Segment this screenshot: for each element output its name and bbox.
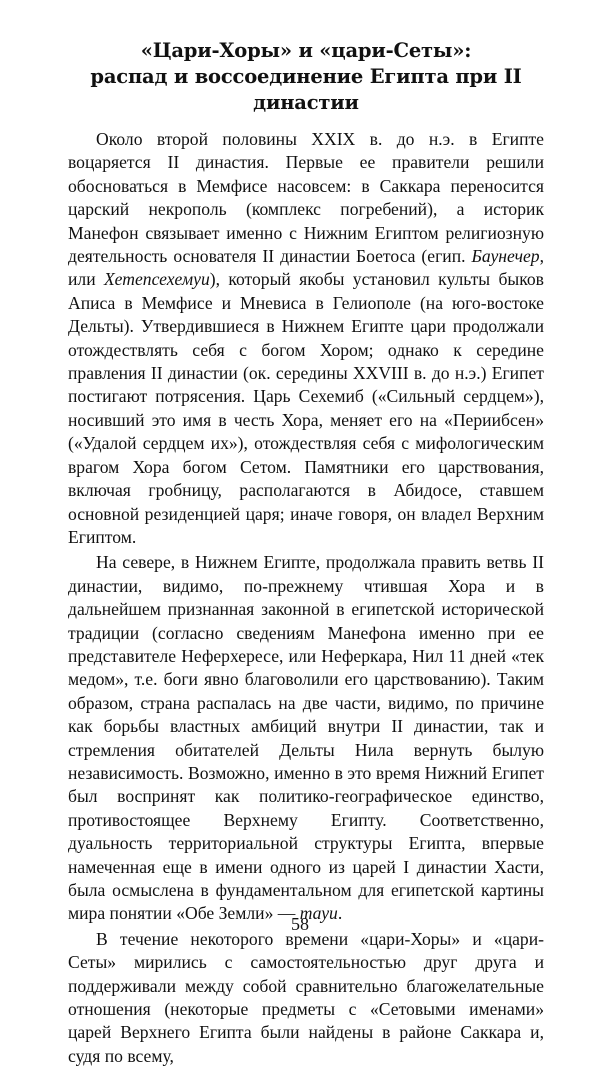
paragraph-1-text-a: Около второй половины XXIX в. до н.э. в Египте воцаряется II династия. Первые ее правители решили обосноваться в Мемфисе насовсем: в Саккара переносится царский некрополь (комплекс погребений), а историк Манефон связывает именно с Нижним Египтом религиозную деятельность основателя II династии Боетоса (егип.: [68, 129, 544, 267]
chapter-title-line-2: распад и воссоединение Египта при II династии: [90, 65, 522, 114]
paragraph-2: [68, 551, 544, 926]
paragraph-2-text-a: На севере, в Нижнем Египте, продолжала править ветвь II династии, видимо, по-прежнему чтившая Хора и в дальнейшем признанная законной в египетской исторической традиции (согласно сведениям Манефона именно при ее представителе Неферхересе, или Неферкара, Нил 11 дней «тек медом», т.е. боги явно благоволили его царствованию). Таким образом, страна распалась на две части, видимо, по причине как борьбы властных амбиций внутри II династии, так и стремления обитателей Дельты Нила вернуть былую независимость. Возможно, именно в это время Нижний Египет был воспринят как политико-географическое единство, противостоящее Верхнему Египту. Соответственно, дуальность территориальной структуры Египта, впервые намеченная еще в имени одного из царей I династии Хасти, была осмыслена в фундаментальном для египетской картины мира понятии «Обе Земли» —: [68, 552, 544, 924]
chapter-title-line-1: «Цари-Хоры» и «цари-Сеты»:: [140, 39, 472, 62]
paragraph-3: [68, 928, 544, 1068]
chapter-title: [68, 38, 544, 116]
paragraph-2-text-b: .: [337, 903, 343, 924]
paragraph-2-italic-term: тауи: [299, 903, 338, 924]
paragraph-1-text-b: , или: [68, 246, 544, 290]
paragraph-1-text-c: ), который якобы установил культы быков Аписа в Мемфисе и Мневиса в Гелиополе (на юго-востоке Дельты). Утвердившиеся в Нижнем Египте цари продолжали отождествлять себя с богом Хором; однако к середине правления II династии (ок. середины XXVIII в. до н.э.) Египет постигают потрясения. Царь Сехемиб («Сильный сердцем»), носивший это имя в честь Хора, меняет его на «Периибсен» («Удалой сердцем их»), отождествляя себя с мифологическим врагом Хора богом Сетом. Памятники его царствования, включая гробницу, располагаются в Абидосе, ставшем основной резиденцией царя; иначе говоря, он владел Верхним Египтом.: [68, 269, 544, 547]
paragraph-1: [68, 128, 544, 549]
paragraph-1-italic-name-a: Баунечер: [471, 246, 540, 267]
page-number: 58: [291, 914, 309, 934]
paragraph-1-italic-name-b: Хетепсехемуи: [103, 269, 210, 290]
paragraph-3-text: В течение некоторого времени «цари-Хоры» и «цари-Сеты» мирились с самостоятельностью друг друга и поддерживали между собой сравнительно благожелательные отношения (некоторые предметы с «Сетовыми именами» царей Верхнего Египта были найдены в районе Саккара и, судя по всему,: [68, 928, 544, 1066]
